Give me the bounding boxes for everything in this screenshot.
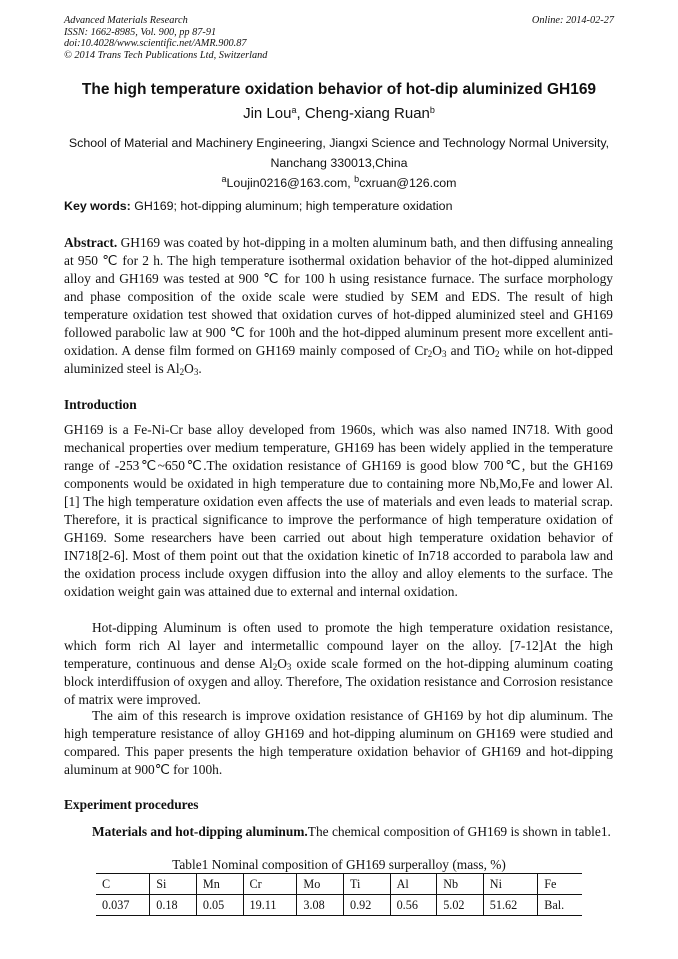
affiliation [58, 133, 620, 193]
abstract-label: Abstract. [64, 235, 118, 250]
table-row [96, 895, 582, 916]
table-header-cell: Mo [297, 874, 344, 895]
author-mark: a [291, 105, 297, 115]
journal-copyright: © 2014 Trans Tech Publications Ltd, Switzerland [64, 49, 268, 61]
affiliation-line: School of Material and Machinery Engineering, Jiangxi Science and Technology Normal University, [68, 136, 610, 150]
journal-header [64, 15, 267, 61]
experiment-paragraph: Materials and hot-dipping aluminum.The chemical composition of GH169 is shown in table1. [92, 824, 611, 839]
table-cell: 19.11 [243, 895, 297, 916]
author-emails: $^a$Loujin0216@163.com, $^b$cxruan@126.com [221, 174, 457, 190]
table-cell: 0.05 [196, 895, 243, 916]
table-header-cell: C [96, 874, 150, 895]
affiliation-line: Nanchang 330013,China [270, 156, 408, 170]
paper-title: The high temperature oxidation behavior of hot-dip aluminized GH169 [81, 81, 597, 98]
table-header-cell: Mn [196, 874, 243, 895]
abstract: Abstract. GH169 was coated by hot-dipping in a molten aluminum bath, and then diffusing annealing at 950 ℃ for 2 h. The high temperature isothermal oxidation behavior of the hot-dipped aluminized alloy and GH169 was tested at 900 ℃ for 100 h using resistance furnace. The surface morphology and phase composition of the oxide scale were studied by SEM and EDS. The result of high temperature oxidation test showed that oxidation curves of hot-dipped aluminized steel and GH169 followed parabolic law at 900 ℃ for 100h and the hot-dipped aluminum present more excellent anti-oxidation. A dense film formed on GH169 mainly composed of $Cr_2O_3$ and TiO$_2$ while on hot-dipped aluminized steel is $Al_2O_3$. [64, 235, 613, 377]
email-link[interactable]: cxruan@126.com [359, 176, 457, 190]
table-cell: 0.56 [390, 895, 437, 916]
table-cell: 51.62 [483, 895, 537, 916]
table-header-cell: Al [390, 874, 437, 895]
composition-table [96, 873, 582, 916]
table-cell: 0.18 [150, 895, 197, 916]
table-header-cell: Si [150, 874, 197, 895]
table-cell: Bal. [538, 895, 582, 916]
table-cell: 5.02 [437, 895, 484, 916]
online-date: Online: 2014-02-27 [531, 15, 614, 26]
table-header-cell: Ni [483, 874, 537, 895]
author-name: Jin Lou [243, 105, 292, 122]
table-header-cell: Fe [538, 874, 582, 895]
keywords-label: Key words: [64, 199, 131, 213]
table-header-cell: Ti [343, 874, 390, 895]
table-header-row [96, 874, 582, 895]
table-caption: Table1 Nominal composition of GH169 surperalloy (mass, %) [172, 857, 506, 872]
table-header-cell: Nb [437, 874, 484, 895]
table-cell: 0.037 [96, 895, 150, 916]
author-mark: b [429, 105, 435, 115]
journal-issn: ISSN: 1662-8985, Vol. 900, pp 87-91 [64, 26, 217, 38]
table-header-cell: Cr [243, 874, 297, 895]
journal-name: Advanced Materials Research [64, 15, 188, 26]
email-link[interactable]: Loujin0216@163.com [226, 176, 348, 190]
journal-doi: doi:10.4028/www.scientific.net/AMR.900.87 [64, 38, 247, 49]
section-heading: Introduction [64, 397, 137, 412]
intro-paragraph: The aim of this research is improve oxidation resistance of GH169 by hot dip aluminum. The high temperature resistance of alloy GH169 and hot-dipping aluminum on GH169 were studied and compared. This paper presents the high temperature oxidation behavior of GH169 and hot-dipping aluminum at 900℃ for 100h. [64, 708, 613, 777]
subsection-label: Materials and hot-dipping aluminum. [92, 824, 308, 839]
author-list: Jin Lou$^a$, Cheng-xiang Ruan$^b$ [243, 105, 435, 122]
intro-paragraph: GH169 is a Fe-Ni-Cr base alloy developed from 1960s, which was also named IN718. With good mechanical properties over medium temperature, GH169 has been widely applied in the temperature range of -253℃~650℃.The oxidation resistance of GH169 is good blow 700℃, but the GH169 components would be oxidated in high temperature due to containing more Nb,Mo,Fe and lower Al. [1] The high temperature oxidation even affects the use of materials and even leads to material scrap. Therefore, it is practical significance to improve the performance of high temperature oxidation of GH169. Some researchers have been carried out about high temperature oxidation behavior of IN718[2-6]. Most of them point out that the oxidation kinetic of In718 accorded to parabola law and the oxidation process include oxygen diffusion into the alloy and alloy elements to the surface. The oxidation weight gain was attained due to external and internal oxidation. [64, 422, 613, 599]
author-name: Cheng-xiang Ruan [304, 105, 430, 122]
section-heading: Experiment procedures [64, 797, 199, 812]
keywords-text: GH169; hot-dipping aluminum; high temperature oxidation [134, 199, 453, 213]
intro-paragraph: Hot-dipping Aluminum is often used to promote the high temperature oxidation resistance, which form rich Al layer and intermetallic compound layer on the alloy. [7-12]At the high temperature, continuous and dense $Al_2O_3$ oxide scale formed on the hot-dipping aluminum coating block interdiffusion of oxygen and alloy. Therefore, The oxidation resistance and Corrosion resistance of matrix were improved. [64, 620, 613, 707]
table-cell: 0.92 [343, 895, 390, 916]
table-cell: 3.08 [297, 895, 344, 916]
keywords [64, 199, 624, 213]
